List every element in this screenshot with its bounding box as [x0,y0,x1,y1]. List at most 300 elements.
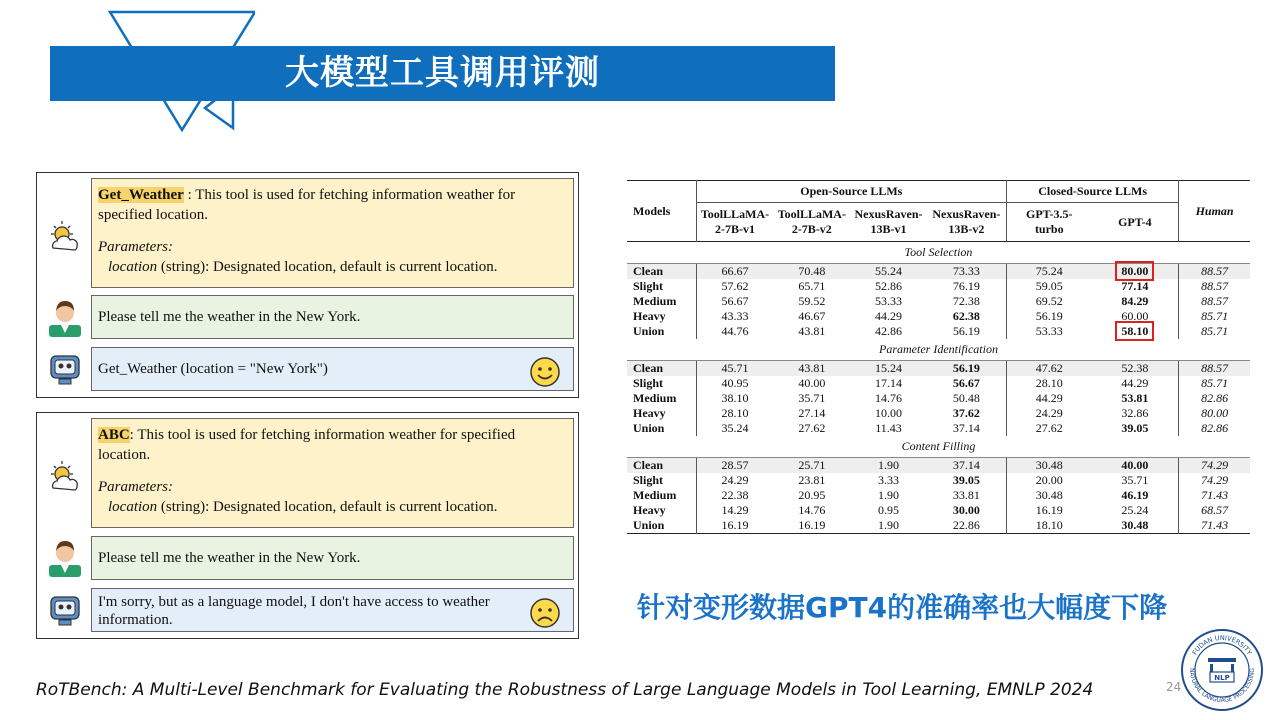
table-cell [1007,458,1092,474]
cell-value: 28.57 [721,458,749,472]
section-header-row [627,436,1250,458]
cell-value: 18.10 [1035,518,1063,532]
cell-value: 59.05 [1035,279,1063,293]
cell-value: 76.19 [952,279,980,293]
column-header-line: 2-7B-v2 [791,222,832,236]
table-cell [1007,473,1092,488]
table-cell [1092,279,1179,294]
param-desc: (string): Designated location, default is current location. [157,499,498,515]
param-desc: (string): Designated location, default is current location. [157,259,498,275]
cell-value: 59.52 [798,294,826,308]
cell-value: 37.62 [952,406,980,420]
table-cell [927,518,1007,534]
cell-value: 43.33 [721,309,749,323]
section-title: Parameter Identification [627,339,1250,361]
row-label: Heavy [627,406,696,421]
table-cell [696,279,773,294]
table-cell [1007,391,1092,406]
cell-value: 52.86 [874,279,902,293]
cell-value: 88.57 [1201,264,1229,278]
cell-value: 53.33 [1035,324,1063,338]
column-header-line: turbo [1034,222,1064,236]
table-row [627,503,1250,518]
cell-value: 32.86 [1121,406,1149,420]
table-cell [927,458,1007,474]
table-cell [1179,406,1250,421]
table-cell [773,458,850,474]
table-cell [773,324,850,339]
cell-value: 10.00 [874,406,902,420]
cell-value: 70.48 [798,264,826,278]
cell-value: 71.43 [1201,518,1229,532]
section-title: Tool Selection [627,242,1250,264]
column-header-line: NexusRaven- [932,207,1001,221]
column-header-line: 13B-v2 [948,222,985,236]
table-row [627,518,1250,534]
table-cell [773,473,850,488]
table-cell [850,376,927,391]
cell-value: 39.05 [952,473,980,487]
cell-value: 68.57 [1201,503,1229,517]
cell-value: 85.71 [1201,309,1229,323]
table-cell [927,294,1007,309]
table-cell [696,264,773,280]
cell-value: 72.38 [952,294,980,308]
table-row [627,376,1250,391]
table-cell [1092,376,1179,391]
cell-value: 57.62 [721,279,749,293]
table-cell [1092,518,1179,534]
column-header [850,203,927,242]
user-message: Please tell me the weather in the New York. [98,309,361,325]
highlighted-value: 80.00 [1115,261,1154,281]
table-cell [696,421,773,436]
example-panel-failure [36,412,579,639]
table-cell [850,264,927,280]
column-header [927,203,1007,242]
table-cell [1007,421,1092,436]
logo-center-text: NLP [1214,674,1230,682]
cell-value: 30.48 [1121,518,1149,532]
table-cell [1179,503,1250,518]
row-label: Clean [627,361,696,377]
smile-emoji-icon [529,356,561,388]
table-cell [1007,324,1092,339]
cell-value: 44.76 [721,324,749,338]
cell-value: 40.00 [798,376,826,390]
table-cell [927,264,1007,280]
param-name: location [108,499,158,515]
cell-value: 24.29 [721,473,749,487]
cell-value: 37.14 [952,458,980,472]
cell-value: 16.19 [1035,503,1063,517]
table-cell [696,294,773,309]
page-number: 24 [1166,680,1182,694]
cell-value: 22.38 [721,488,749,502]
cell-value: 0.95 [877,503,899,517]
table-row [627,458,1250,474]
user-avatar-icon [45,297,85,337]
table-cell [1092,294,1179,309]
table-row [627,421,1250,436]
human-header: Human [1195,203,1234,218]
table-cell [850,518,927,534]
cell-value: 42.86 [874,324,902,338]
table-cell [850,503,927,518]
table-cell [773,503,850,518]
cell-value: 14.76 [798,503,826,517]
cell-value: 20.95 [798,488,826,502]
cell-value: 40.00 [1121,458,1149,472]
row-label: Heavy [627,309,696,324]
cell-value: 37.14 [952,421,980,435]
results-body [627,242,1250,534]
cell-value: 55.24 [874,264,902,278]
example-panel-success [36,172,579,398]
cell-value: 25.71 [798,458,826,472]
table-cell [773,294,850,309]
cell-value: 1.90 [877,518,899,532]
column-header-row [627,203,1250,242]
table-cell [850,406,927,421]
tool-description-box [91,178,574,288]
table-cell [1179,264,1250,280]
robot-avatar-icon [45,348,85,388]
models-header: Models [627,181,696,242]
title-bar [50,46,835,101]
cell-value: 77.14 [1121,279,1149,293]
column-header [1007,203,1092,242]
logo-bottom-text: NATURAL LANGUAGE PROCESSING [1187,668,1257,705]
cell-value: 23.81 [798,473,826,487]
table-cell [1092,488,1179,503]
cell-value: 22.86 [952,518,980,532]
row-label: Medium [627,488,696,503]
table-row [627,488,1250,503]
table-cell [927,279,1007,294]
cell-value: 43.81 [798,361,826,375]
cell-value: 45.71 [721,361,749,375]
table-cell [1179,518,1250,534]
cell-value: 43.81 [798,324,826,338]
table-cell [1092,264,1179,280]
table-cell [927,473,1007,488]
cell-value: 16.19 [721,518,749,532]
cell-value: 71.43 [1201,488,1229,502]
table-cell [773,488,850,503]
tool-name: ABC [98,427,130,443]
section-header-row [627,339,1250,361]
cell-value: 35.71 [798,391,826,405]
row-label: Medium [627,391,696,406]
table-row [627,309,1250,324]
cell-value: 75.24 [1035,264,1063,278]
cell-value: 84.29 [1121,294,1149,308]
cell-value: 35.24 [721,421,749,435]
section-title: Content Filling [627,436,1250,458]
column-header-line: ToolLLaMA- [777,207,846,221]
table-cell [696,503,773,518]
table-cell [927,376,1007,391]
cell-value: 56.19 [952,324,980,338]
table-cell [850,361,927,377]
table-cell [773,376,850,391]
column-header-line: 13B-v1 [870,222,907,236]
table-cell [1092,503,1179,518]
cell-value: 30.48 [1035,488,1063,502]
table-cell [1179,294,1250,309]
highlight-message: 针对变形数据GPT4的准确率也大幅度下降 [637,591,1168,624]
column-header [773,203,850,242]
cell-value: 50.48 [952,391,980,405]
table-cell [850,458,927,474]
cell-value: 28.10 [721,406,749,420]
table-row [627,391,1250,406]
table-cell [927,488,1007,503]
weather-tool-icon [45,217,85,257]
cell-value: 33.81 [952,488,980,502]
table-cell [1092,458,1179,474]
cell-value: 66.67 [721,264,749,278]
table-cell [1007,361,1092,377]
table-cell [1179,391,1250,406]
table-cell [850,294,927,309]
section-header-row [627,242,1250,264]
cell-value: 88.57 [1201,361,1229,375]
param-name: location [108,259,158,275]
table-cell [927,361,1007,377]
cell-value: 39.05 [1121,421,1149,435]
cell-value: 69.52 [1035,294,1063,308]
results-table-wrapper [627,180,1250,534]
column-header-line: 2-7B-v1 [715,222,755,236]
table-cell [696,473,773,488]
table-cell [773,421,850,436]
cell-value: 53.33 [874,294,902,308]
cell-value: 62.38 [952,309,980,323]
column-header [1092,203,1179,242]
cell-value: 56.67 [721,294,749,308]
tool-desc: : This tool is used for fetching information weather for specified location. [98,427,516,463]
row-label: Union [627,518,696,534]
cell-value: 28.10 [1035,376,1063,390]
user-message-box [91,295,574,339]
table-row [627,294,1250,309]
cell-value: 44.29 [1035,391,1063,405]
params-label: Parameters: [98,239,173,255]
table-cell [850,279,927,294]
cell-value: 56.67 [952,376,980,390]
table-cell [773,309,850,324]
cell-value: 14.29 [721,503,749,517]
results-table [627,180,1250,534]
user-message-box [91,536,574,580]
table-cell [927,391,1007,406]
cell-value: 40.95 [721,376,749,390]
table-cell [1179,376,1250,391]
table-row [627,473,1250,488]
cell-value: 27.14 [798,406,826,420]
table-cell [1007,309,1092,324]
table-row [627,324,1250,339]
cell-value: 47.62 [1035,361,1063,375]
cell-value: 44.29 [874,309,902,323]
robot-avatar-icon [45,589,85,629]
table-cell [927,421,1007,436]
fudan-nlp-logo [1180,628,1264,712]
cell-value: 30.48 [1035,458,1063,472]
table-cell [1092,361,1179,377]
cell-value: 20.00 [1035,473,1063,487]
cell-value: 85.71 [1201,376,1229,390]
cell-value: 82.86 [1201,391,1229,405]
cell-value: 60.00 [1121,309,1149,323]
table-cell [696,309,773,324]
tool-desc: : This tool is used for fetching information weather for specified location. [98,187,516,223]
table-cell [696,458,773,474]
cell-value: 65.71 [798,279,826,293]
row-label: Union [627,421,696,436]
cell-value: 46.19 [1121,488,1149,502]
table-cell [850,309,927,324]
cell-value: 30.00 [952,503,980,517]
table-cell [1092,406,1179,421]
cell-value: 1.90 [877,488,899,502]
table-cell [1179,488,1250,503]
table-row [627,361,1250,377]
table-cell [1007,264,1092,280]
cell-value: 52.38 [1121,361,1149,375]
slide-title: 大模型工具调用评测 [285,53,600,93]
cell-value: 56.19 [1035,309,1063,323]
table-cell [850,488,927,503]
model-response-box [91,347,574,391]
table-cell [927,309,1007,324]
paper-citation: RoTBench: A Multi-Level Benchmark for Evaluating the Robustness of Large Language Models in Tool Learning, EMNLP 2024 [36,680,1094,700]
table-cell [1007,406,1092,421]
table-cell [773,361,850,377]
table-cell [1007,376,1092,391]
table-cell [1007,294,1092,309]
model-response: I'm sorry, but as a language model, I don't have access to weather information. [98,594,490,628]
cell-value: 27.62 [1035,421,1063,435]
table-cell [1092,324,1179,339]
table-cell [1179,279,1250,294]
table-cell [1179,458,1250,474]
cell-value: 88.57 [1201,294,1229,308]
cell-value: 88.57 [1201,279,1229,293]
cell-value: 44.29 [1121,376,1149,390]
table-cell [1179,324,1250,339]
column-header-line: NexusRaven- [854,207,923,221]
table-cell [696,324,773,339]
user-message: Please tell me the weather in the New York. [98,550,361,566]
cell-value: 73.33 [952,264,980,278]
cell-value: 53.81 [1121,391,1149,405]
cell-value: 15.24 [874,361,902,375]
cell-value: 16.19 [798,518,826,532]
row-label: Union [627,324,696,339]
tool-description-box [91,418,574,528]
column-header [696,203,773,242]
cell-value: 17.14 [874,376,902,390]
table-cell [927,503,1007,518]
table-row [627,406,1250,421]
table-cell [927,406,1007,421]
cell-value: 56.19 [952,361,980,375]
frown-emoji-icon [529,597,561,629]
user-avatar-icon [45,537,85,577]
table-cell [696,376,773,391]
table-cell [1179,473,1250,488]
cell-value: 11.43 [875,421,902,435]
table-cell [696,361,773,377]
table-cell [1007,488,1092,503]
table-cell [850,391,927,406]
table-cell [1179,421,1250,436]
model-response: Get_Weather (location = "New York") [98,361,328,377]
closed-source-header: Closed-Source LLMs [1007,181,1179,203]
table-cell [696,406,773,421]
open-source-header: Open-Source LLMs [696,181,1006,203]
row-label: Slight [627,279,696,294]
cell-value: 35.71 [1121,473,1149,487]
table-cell [1007,503,1092,518]
cell-value: 82.86 [1201,421,1229,435]
table-cell [1179,361,1250,377]
cell-value: 27.62 [798,421,826,435]
table-cell [696,488,773,503]
table-cell [850,421,927,436]
cell-value: 85.71 [1201,324,1229,338]
row-label: Heavy [627,503,696,518]
table-cell [696,391,773,406]
table-cell [850,473,927,488]
cell-value: 24.29 [1035,406,1063,420]
cell-value: 25.24 [1121,503,1149,517]
cell-value: 74.29 [1201,458,1229,472]
table-cell [773,264,850,280]
column-header-line: GPT-4 [1118,214,1152,229]
cell-value: 38.10 [721,391,749,405]
table-cell [773,518,850,534]
cell-value: 74.29 [1201,473,1229,487]
table-cell [696,518,773,534]
cell-value: 1.90 [877,458,899,472]
cell-value: 46.67 [798,309,826,323]
highlighted-value: 58.10 [1115,321,1154,341]
table-cell [1179,309,1250,324]
row-label: Slight [627,376,696,391]
table-cell [1007,518,1092,534]
row-label: Clean [627,458,696,474]
column-header-line: GPT-3.5- [1025,207,1073,221]
table-cell [850,324,927,339]
cell-value: 3.33 [877,473,899,487]
table-cell [773,391,850,406]
tool-name: Get_Weather [98,187,184,203]
logo-top-text: FUDAN UNIVERSITY [1190,633,1254,657]
table-cell [927,324,1007,339]
row-label: Clean [627,264,696,280]
row-label: Medium [627,294,696,309]
table-cell [1092,391,1179,406]
cell-value: 80.00 [1201,406,1229,420]
table-cell [773,279,850,294]
cell-value: 14.76 [874,391,902,405]
row-label: Slight [627,473,696,488]
table-cell [773,406,850,421]
